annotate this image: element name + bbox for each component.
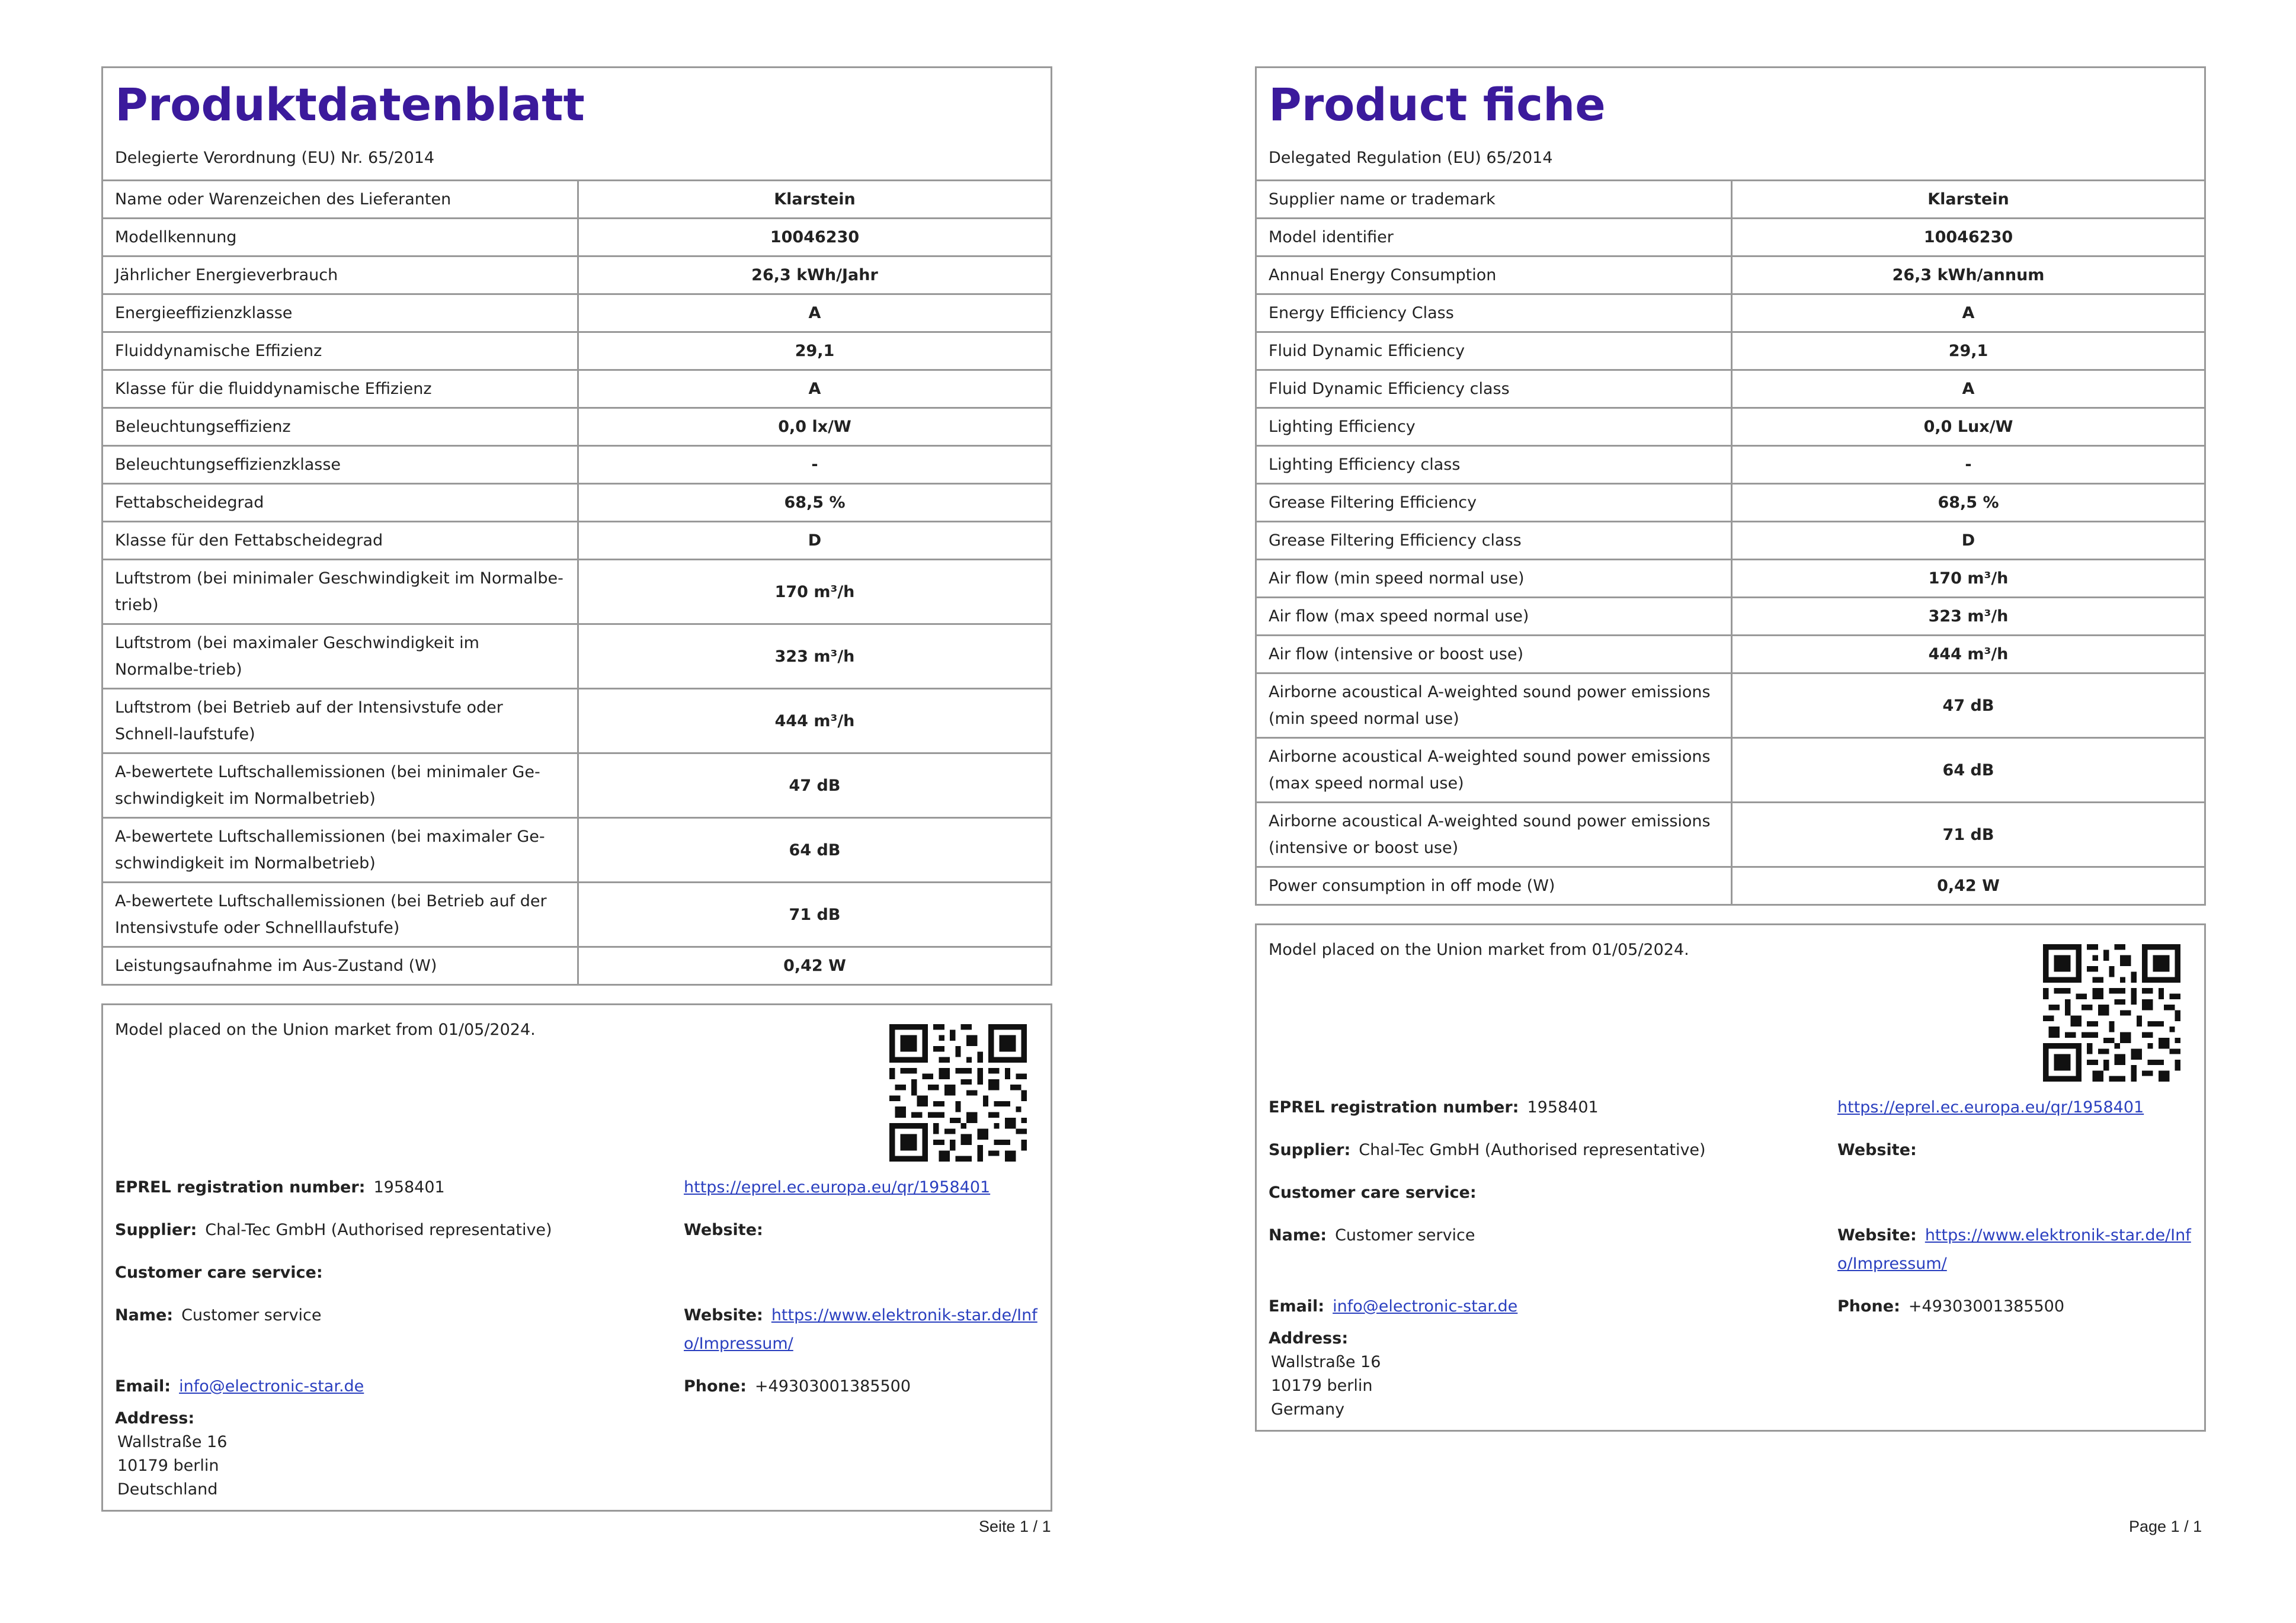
page-title: Product fiche bbox=[1269, 78, 1606, 131]
contact-name: Name: Customer service bbox=[1269, 1226, 1475, 1244]
eprel-number: EPREL registration number: 1958401 bbox=[1269, 1098, 1599, 1117]
row-value: - bbox=[1732, 446, 2205, 484]
website-cell: Website: bbox=[684, 1221, 763, 1239]
row-label: Leistungsaufnahme im Aus-Zustand (W) bbox=[103, 947, 578, 985]
table-row bbox=[1256, 370, 2205, 408]
supplier-info-grid bbox=[115, 1173, 1039, 1401]
row-value: 64 dB bbox=[1732, 738, 2205, 803]
table-row bbox=[103, 219, 1052, 256]
row-label: Model identifier bbox=[1256, 219, 1732, 256]
table-row bbox=[103, 689, 1052, 753]
spec-table bbox=[101, 179, 1052, 986]
row-value: A bbox=[578, 370, 1052, 408]
row-label: Modellkennung bbox=[103, 219, 578, 256]
table-row bbox=[103, 294, 1052, 332]
customer-care-heading: Customer care service: bbox=[1269, 1183, 1477, 1202]
row-value: 323 m³/h bbox=[1732, 598, 2205, 636]
row-label: Airborne acoustical A-weighted sound power emissions (min speed normal use) bbox=[1256, 673, 1732, 738]
website-link[interactable]: https://www.elektronik-star.de/Info/Impressum/ bbox=[1837, 1226, 2191, 1273]
table-row bbox=[103, 332, 1052, 370]
row-value: 29,1 bbox=[578, 332, 1052, 370]
table-row bbox=[103, 256, 1052, 294]
row-value: 29,1 bbox=[1732, 332, 2205, 370]
website-link[interactable]: https://www.elektronik-star.de/Info/Impressum/ bbox=[684, 1306, 1037, 1353]
market-date-text: Model placed on the Union market from 01/05/2024. bbox=[1269, 941, 1689, 959]
row-value: 444 m³/h bbox=[578, 689, 1052, 753]
row-value: 68,5 % bbox=[1732, 484, 2205, 522]
row-value: 323 m³/h bbox=[578, 624, 1052, 689]
row-value: D bbox=[578, 522, 1052, 560]
row-label: A-bewertete Luftschallemissionen (bei Betrieb auf der Intensivstufe oder Schnelllaufstufe) bbox=[103, 883, 578, 947]
row-value: 47 dB bbox=[578, 753, 1052, 818]
table-row bbox=[1256, 484, 2205, 522]
table-row bbox=[103, 522, 1052, 560]
eprel-link-cell bbox=[1837, 1093, 2192, 1122]
phone: Phone: +49303001385500 bbox=[1837, 1297, 2065, 1316]
table-row bbox=[103, 484, 1052, 522]
address-line: 10179 berlin bbox=[1271, 1377, 1373, 1395]
row-label: Beleuchtungseffizienzklasse bbox=[103, 446, 578, 484]
spec-table bbox=[1255, 179, 2206, 906]
row-label: Luftstrom (bei maximaler Geschwindigkeit im Normalbe-trieb) bbox=[103, 624, 578, 689]
table-row bbox=[1256, 673, 2205, 738]
row-label: Fluiddynamische Effizienz bbox=[103, 332, 578, 370]
row-label: Beleuchtungseffizienz bbox=[103, 408, 578, 446]
row-value: 10046230 bbox=[578, 219, 1052, 256]
address-line: 10179 berlin bbox=[117, 1457, 219, 1475]
row-value: A bbox=[578, 294, 1052, 332]
row-value: D bbox=[1732, 522, 2205, 560]
table-row bbox=[1256, 332, 2205, 370]
eprel-number: EPREL registration number: 1958401 bbox=[115, 1178, 445, 1197]
address-block: Address: Wallstraße 16 10179 berlin Deutschland bbox=[115, 1407, 1039, 1504]
row-label: Fettabscheidegrad bbox=[103, 484, 578, 522]
table-row bbox=[103, 947, 1052, 985]
eprel-info-box bbox=[1255, 923, 2206, 1432]
eprel-link[interactable]: https://eprel.ec.europa.eu/qr/1958401 bbox=[684, 1178, 991, 1197]
table-row bbox=[1256, 522, 2205, 560]
address-line: Wallstraße 16 bbox=[1271, 1353, 1381, 1371]
header-box bbox=[1255, 66, 2206, 179]
regulation-subtitle: Delegated Regulation (EU) 65/2014 bbox=[1269, 149, 1553, 167]
supplier: Supplier: Chal-Tec GmbH (Authorised representative) bbox=[1269, 1141, 1706, 1159]
row-value: 26,3 kWh/Jahr bbox=[578, 256, 1052, 294]
row-label: Air flow (min speed normal use) bbox=[1256, 560, 1732, 598]
row-value: 170 m³/h bbox=[578, 560, 1052, 624]
table-row bbox=[1256, 181, 2205, 219]
address-block: Address: Wallstraße 16 10179 berlin Germany bbox=[1269, 1327, 2192, 1424]
row-label: Klasse für den Fettabscheidegrad bbox=[103, 522, 578, 560]
table-row bbox=[103, 560, 1052, 624]
qr-code-icon[interactable] bbox=[2043, 944, 2180, 1082]
regulation-subtitle: Delegierte Verordnung (EU) Nr. 65/2014 bbox=[115, 149, 435, 167]
email: Email: info@electronic-star.de bbox=[115, 1377, 364, 1396]
row-label: Grease Filtering Efficiency bbox=[1256, 484, 1732, 522]
table-row bbox=[103, 883, 1052, 947]
row-value: 444 m³/h bbox=[1732, 636, 2205, 673]
row-label: A-bewertete Luftschallemissionen (bei maximaler Ge-schwindigkeit im Normalbetrieb) bbox=[103, 818, 578, 883]
row-label: Luftstrom (bei Betrieb auf der Intensivstufe oder Schnell-laufstufe) bbox=[103, 689, 578, 753]
page-number: Seite 1 / 1 bbox=[979, 1518, 1051, 1535]
row-label: Energy Efficiency Class bbox=[1256, 294, 1732, 332]
row-value: 64 dB bbox=[578, 818, 1052, 883]
row-label: A-bewertete Luftschallemissionen (bei minimaler Ge-schwindigkeit im Normalbetrieb) bbox=[103, 753, 578, 818]
row-label: Annual Energy Consumption bbox=[1256, 256, 1732, 294]
row-label: Luftstrom (bei minimaler Geschwindigkeit im Normalbe-trieb) bbox=[103, 560, 578, 624]
row-value: - bbox=[578, 446, 1052, 484]
table-row bbox=[1256, 560, 2205, 598]
table-row bbox=[103, 408, 1052, 446]
contact-name: Name: Customer service bbox=[115, 1306, 322, 1324]
row-value: Klarstein bbox=[1732, 181, 2205, 219]
row-value: 26,3 kWh/annum bbox=[1732, 256, 2205, 294]
table-row bbox=[103, 753, 1052, 818]
table-row bbox=[103, 446, 1052, 484]
website2-cell: Website: https://www.elektronik-star.de/Info/Impressum/ bbox=[684, 1306, 1037, 1353]
row-label: Power consumption in off mode (W) bbox=[1256, 867, 1732, 905]
address-line: Germany bbox=[1271, 1400, 1345, 1419]
page-number: Page 1 / 1 bbox=[2129, 1518, 2202, 1535]
row-value: A bbox=[1732, 294, 2205, 332]
table-row bbox=[1256, 256, 2205, 294]
table-row bbox=[1256, 294, 2205, 332]
supplier: Supplier: Chal-Tec GmbH (Authorised representative) bbox=[115, 1221, 552, 1239]
row-value: 68,5 % bbox=[578, 484, 1052, 522]
row-label: Energieeffizienzklasse bbox=[103, 294, 578, 332]
product-sheet-de bbox=[101, 66, 1052, 1512]
table-row bbox=[103, 370, 1052, 408]
row-value: 71 dB bbox=[578, 883, 1052, 947]
table-row bbox=[1256, 803, 2205, 867]
row-value: 10046230 bbox=[1732, 219, 2205, 256]
eprel-info-box bbox=[101, 1003, 1052, 1512]
page-title: Produktdatenblatt bbox=[115, 78, 585, 131]
email-link[interactable]: info@electronic-star.de bbox=[1333, 1297, 1518, 1316]
row-label: Supplier name or trademark bbox=[1256, 181, 1732, 219]
row-value: 170 m³/h bbox=[1732, 560, 2205, 598]
supplier-info-grid bbox=[1269, 1093, 2192, 1321]
email: Email: info@electronic-star.de bbox=[1269, 1297, 1518, 1316]
row-value: A bbox=[1732, 370, 2205, 408]
address-line: Wallstraße 16 bbox=[117, 1433, 228, 1451]
row-label: Air flow (max speed normal use) bbox=[1256, 598, 1732, 636]
row-value: 0,42 W bbox=[578, 947, 1052, 985]
row-label: Air flow (intensive or boost use) bbox=[1256, 636, 1732, 673]
table-row bbox=[103, 181, 1052, 219]
row-value: 0,42 W bbox=[1732, 867, 2205, 905]
row-label: Fluid Dynamic Efficiency bbox=[1256, 332, 1732, 370]
table-row bbox=[1256, 598, 2205, 636]
table-row bbox=[1256, 738, 2205, 803]
row-label: Lighting Efficiency bbox=[1256, 408, 1732, 446]
eprel-link[interactable]: https://eprel.ec.europa.eu/qr/1958401 bbox=[1837, 1098, 2144, 1117]
table-row bbox=[1256, 446, 2205, 484]
customer-care-heading: Customer care service: bbox=[115, 1263, 323, 1282]
phone: Phone: +49303001385500 bbox=[684, 1377, 911, 1396]
row-value: Klarstein bbox=[578, 181, 1052, 219]
header-box bbox=[101, 66, 1052, 179]
row-label: Grease Filtering Efficiency class bbox=[1256, 522, 1732, 560]
product-sheet-en bbox=[1255, 66, 2206, 1432]
table-row bbox=[1256, 219, 2205, 256]
email-link[interactable]: info@electronic-star.de bbox=[179, 1377, 364, 1396]
row-label: Airborne acoustical A-weighted sound power emissions (max speed normal use) bbox=[1256, 738, 1732, 803]
table-row bbox=[103, 624, 1052, 689]
table-row bbox=[1256, 408, 2205, 446]
row-label: Jährlicher Energieverbrauch bbox=[103, 256, 578, 294]
row-value: 0,0 Lux/W bbox=[1732, 408, 2205, 446]
row-label: Klasse für die fluiddynamische Effizienz bbox=[103, 370, 578, 408]
row-value: 0,0 lx/W bbox=[578, 408, 1052, 446]
table-row bbox=[1256, 636, 2205, 673]
website2-cell: Website: https://www.elektronik-star.de/Info/Impressum/ bbox=[1837, 1226, 2191, 1273]
qr-code-icon[interactable] bbox=[889, 1024, 1027, 1162]
eprel-link-cell bbox=[684, 1173, 1039, 1202]
market-date-text: Model placed on the Union market from 01/05/2024. bbox=[115, 1021, 536, 1039]
row-label: Lighting Efficiency class bbox=[1256, 446, 1732, 484]
address-line: Deutschland bbox=[117, 1480, 218, 1499]
row-label: Fluid Dynamic Efficiency class bbox=[1256, 370, 1732, 408]
row-label: Name oder Warenzeichen des Lieferanten bbox=[103, 181, 578, 219]
row-value: 47 dB bbox=[1732, 673, 2205, 738]
row-value: 71 dB bbox=[1732, 803, 2205, 867]
table-row bbox=[1256, 867, 2205, 905]
row-label: Airborne acoustical A-weighted sound power emissions (intensive or boost use) bbox=[1256, 803, 1732, 867]
website-cell: Website: bbox=[1837, 1141, 1917, 1159]
table-row bbox=[103, 818, 1052, 883]
